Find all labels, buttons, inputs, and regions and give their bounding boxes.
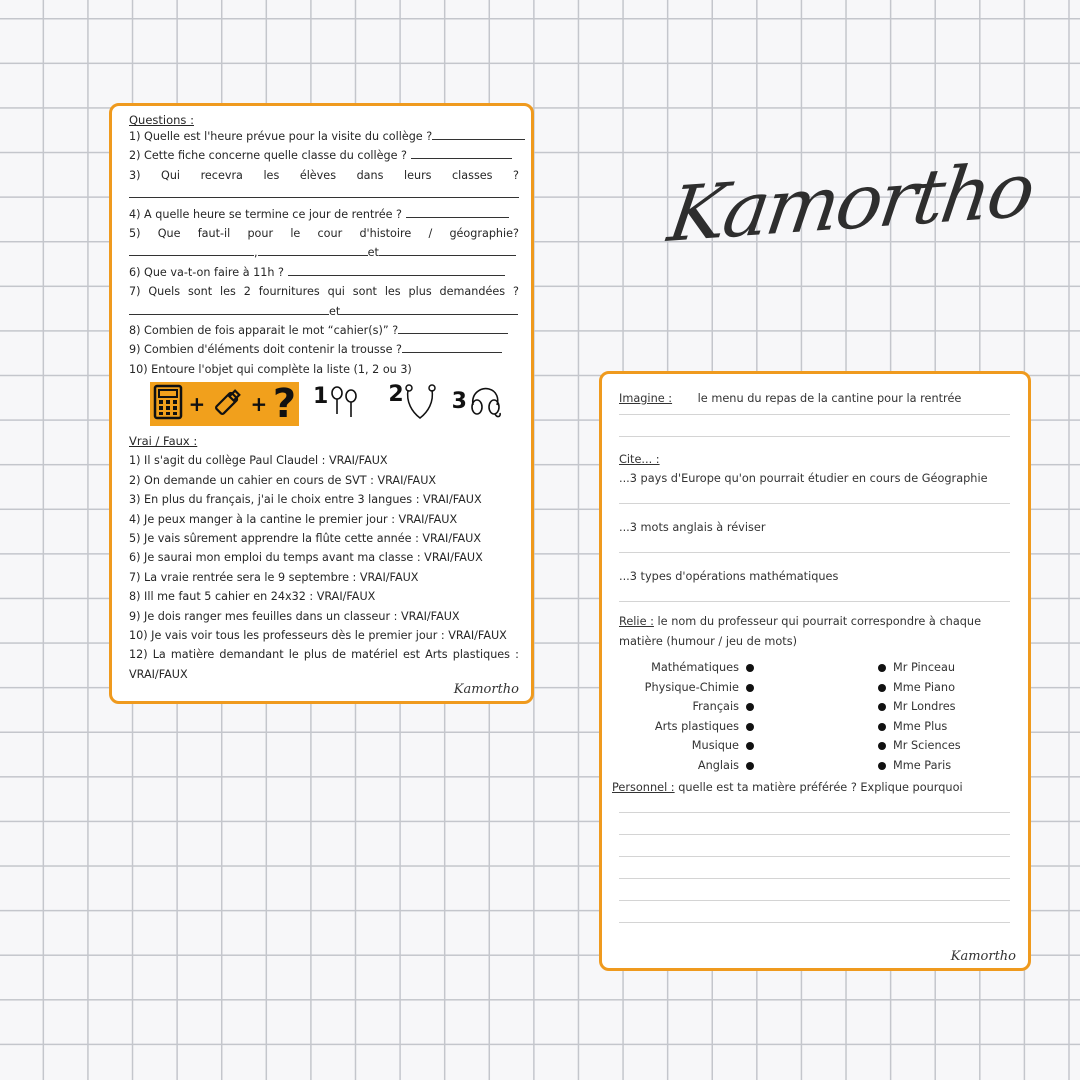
subject-item — [619, 697, 754, 717]
word: demandées — [439, 285, 506, 299]
word: les — [384, 285, 401, 299]
vf-item-1: 1) Il s'agit du collège Paul Claudel : VRAI/FAUX — [129, 454, 388, 468]
subject-item — [619, 658, 754, 678]
subject-item — [619, 678, 754, 698]
vf-item-8: 8) Ill me faut 5 cahier en 24x32 : VRAI/FAUX — [129, 590, 376, 604]
word: les — [219, 285, 236, 299]
cite-item-2: ...3 mots anglais à réviser — [619, 521, 766, 534]
cite-item-3: ...3 types d'opérations mathématiques — [619, 570, 839, 583]
answer-line — [619, 901, 1010, 923]
teacher-item — [878, 678, 961, 698]
vrai-faux-title: Vrai / Faux : — [129, 434, 198, 449]
word: d'histoire — [359, 227, 412, 241]
word: 3) — [129, 168, 141, 182]
vf-item-5: 5) Je vais sûrement apprendre la flûte cette année : VRAI/FAUX — [129, 531, 482, 545]
answer-line — [619, 587, 1010, 602]
cite-label: Cite... : — [619, 453, 660, 466]
vf-item-10: 10) Je vais voir tous les professeurs dès le premier jour : VRAI/FAUX — [129, 628, 507, 642]
subject-item — [619, 736, 754, 756]
word: est — [402, 648, 421, 662]
answer-line — [619, 415, 1010, 437]
word: La — [152, 648, 166, 662]
word: ? — [513, 168, 519, 182]
vf-item-12-end: VRAI/FAUX — [129, 667, 188, 681]
subject-label: Arts plastiques — [654, 719, 739, 733]
word: ? — [512, 285, 519, 299]
word: recevra — [200, 168, 243, 182]
word: matière — [170, 648, 215, 662]
personnel-line — [612, 778, 1010, 798]
word: leurs — [403, 168, 432, 182]
match-dot[interactable] — [746, 723, 754, 731]
calculator-icon — [153, 384, 183, 424]
plus-sign-2: + — [250, 392, 268, 417]
match-dot[interactable] — [878, 723, 886, 731]
answer-line — [619, 857, 1010, 879]
questions-card — [109, 103, 534, 704]
imagine-text: le menu du repas de la cantine pour la rentrée — [697, 392, 962, 405]
usb-key-icon — [211, 385, 245, 423]
word: élèves — [299, 168, 337, 182]
question-1: 1) Quelle est l'heure prévue pour la visite du collège ? — [129, 127, 519, 146]
teacher-label: Mr Pinceau — [893, 661, 956, 674]
answer-line — [619, 538, 1010, 553]
answer-line — [619, 835, 1010, 857]
option-2[interactable]: 2 — [388, 382, 437, 426]
question-7 — [129, 282, 519, 301]
relie-text-2: matière (humour / jeu de mots) — [619, 635, 798, 648]
teacher-label: Mme Piano — [893, 680, 955, 694]
teacher-item — [878, 736, 961, 756]
question-10: 10) Entoure l'objet qui complète la liste (1, 2 ou 3) — [129, 362, 412, 376]
question-8: 8) Combien de fois apparait le mot “cahier(s)” ? — [129, 321, 519, 340]
match-dot[interactable] — [746, 664, 754, 672]
answer-line — [619, 879, 1010, 901]
word: de — [332, 648, 347, 662]
vf-item-9: 9) Je dois ranger mes feuilles dans un classeur : VRAI/FAUX — [129, 609, 460, 623]
question-7-answer-line: et — [129, 302, 519, 321]
answer-line — [619, 798, 1010, 813]
word: le — [290, 227, 301, 241]
subject-label: Anglais — [697, 758, 739, 772]
earbuds-icon — [328, 384, 362, 424]
word: dans — [356, 168, 384, 182]
activities-card — [599, 371, 1031, 971]
card2-signature: Kamortho — [950, 949, 1016, 964]
word: Arts — [425, 648, 448, 662]
match-dot[interactable] — [878, 664, 886, 672]
question-4: 4) A quelle heure se termine ce jour de rentrée ? — [129, 205, 519, 224]
question-10-icons — [129, 379, 519, 429]
vf-item-7: 7) La vraie rentrée sera le 9 septembre : VRAI/FAUX — [129, 570, 419, 584]
question-5 — [129, 224, 519, 243]
word: : — [515, 648, 519, 662]
teachers-column — [878, 658, 961, 776]
plus-sign-1: + — [188, 392, 206, 417]
word: 12) — [129, 648, 148, 662]
word: géographie? — [449, 227, 519, 241]
answer-line — [619, 489, 1010, 504]
subject-label: Français — [692, 700, 739, 714]
question-3-answer-line — [129, 185, 519, 204]
match-dot[interactable] — [746, 703, 754, 711]
vrai-faux-list — [129, 451, 519, 684]
word: pour — [247, 227, 274, 241]
relie-text-1: le nom du professeur qui pourrait correspondre à chaque — [657, 615, 982, 628]
word: 7) — [129, 285, 141, 299]
question-6: 6) Que va-t-on faire à 11h ? — [129, 263, 519, 282]
word: faut-il — [197, 227, 231, 241]
word: 2 — [243, 285, 251, 299]
match-dot[interactable] — [878, 762, 886, 770]
subject-label: Musique — [691, 739, 739, 753]
word: fournitures — [258, 285, 320, 299]
teacher-item — [878, 697, 961, 717]
answer-line — [619, 813, 1010, 835]
subject-item — [619, 717, 754, 737]
subject-item — [619, 756, 754, 776]
match-dot[interactable] — [746, 762, 754, 770]
question-2: 2) Cette fiche concerne quelle classe du collège ? — [129, 146, 519, 165]
match-dot[interactable] — [878, 703, 886, 711]
option-1[interactable]: 1 — [313, 384, 362, 424]
word: Quels — [148, 285, 181, 299]
word: Qui — [161, 168, 181, 182]
relie-label: Relie : — [619, 615, 654, 628]
match-dot[interactable] — [878, 684, 886, 692]
subject-label: Mathématiques — [651, 661, 739, 674]
word: 5) — [129, 227, 141, 241]
brand-logo: Kamortho — [663, 145, 1038, 259]
word: classes — [452, 168, 493, 182]
vf-item-4: 4) Je peux manger à la cantine le premier jour : VRAI/FAUX — [129, 512, 458, 526]
given-items-box — [150, 382, 299, 426]
word: qui — [327, 285, 345, 299]
teacher-label: Mme Paris — [893, 758, 952, 772]
subjects-column — [619, 658, 754, 776]
teacher-item — [878, 756, 961, 776]
match-dot[interactable] — [878, 742, 886, 750]
teacher-item — [878, 658, 961, 678]
word: plus — [408, 285, 432, 299]
teacher-label: Mr Sciences — [893, 739, 961, 753]
word: demandant — [219, 648, 284, 662]
vf-item-2: 2) On demande un cahier en cours de SVT : VRAI/FAUX — [129, 473, 437, 487]
word: / — [428, 227, 433, 241]
cite-item-1: ...3 pays d'Europe qu'on pourrait étudier en cours de Géographie — [619, 472, 988, 485]
word: Que — [157, 227, 181, 241]
option-3[interactable]: 3 — [452, 383, 503, 425]
word: cour — [317, 227, 343, 241]
vf-item-6: 6) Je saurai mon emploi du temps avant ma classe : VRAI/FAUX — [129, 551, 483, 565]
question-3 — [129, 166, 519, 185]
personnel-text: quelle est ta matière préférée ? Explique pourquoi — [678, 780, 963, 794]
word: sont — [187, 285, 213, 299]
teacher-label: Mr Londres — [893, 700, 956, 714]
word: plastiques — [452, 648, 511, 662]
teacher-item — [878, 717, 961, 737]
word: le — [288, 648, 299, 662]
imagine-label: Imagine : — [619, 392, 673, 405]
vf-item-12 — [129, 645, 519, 664]
match-dot[interactable] — [746, 742, 754, 750]
question-mark: ? — [272, 381, 297, 428]
word: sont — [352, 285, 377, 299]
questions-title: Questions : — [129, 113, 194, 127]
card1-signature: Kamortho — [453, 682, 519, 697]
imagine-line — [619, 388, 1010, 410]
wired-earphones-icon — [404, 382, 438, 426]
match-dot[interactable] — [746, 684, 754, 692]
relie-line — [619, 612, 1010, 632]
vf-item-3: 3) En plus du français, j'ai le choix entre 3 langues : VRAI/FAUX — [129, 493, 482, 507]
matching-exercise — [619, 658, 1010, 776]
word: plus — [303, 648, 327, 662]
teacher-label: Mme Plus — [893, 719, 948, 733]
question-9: 9) Combien d'éléments doit contenir la trousse ? — [129, 340, 519, 359]
headphones-icon — [467, 383, 503, 425]
word: les — [263, 168, 280, 182]
personnel-label: Personnel : — [612, 780, 675, 794]
word: matériel — [351, 648, 398, 662]
subject-label: Physique-Chimie — [644, 680, 739, 694]
question-5-answer-line: , et — [129, 243, 519, 262]
